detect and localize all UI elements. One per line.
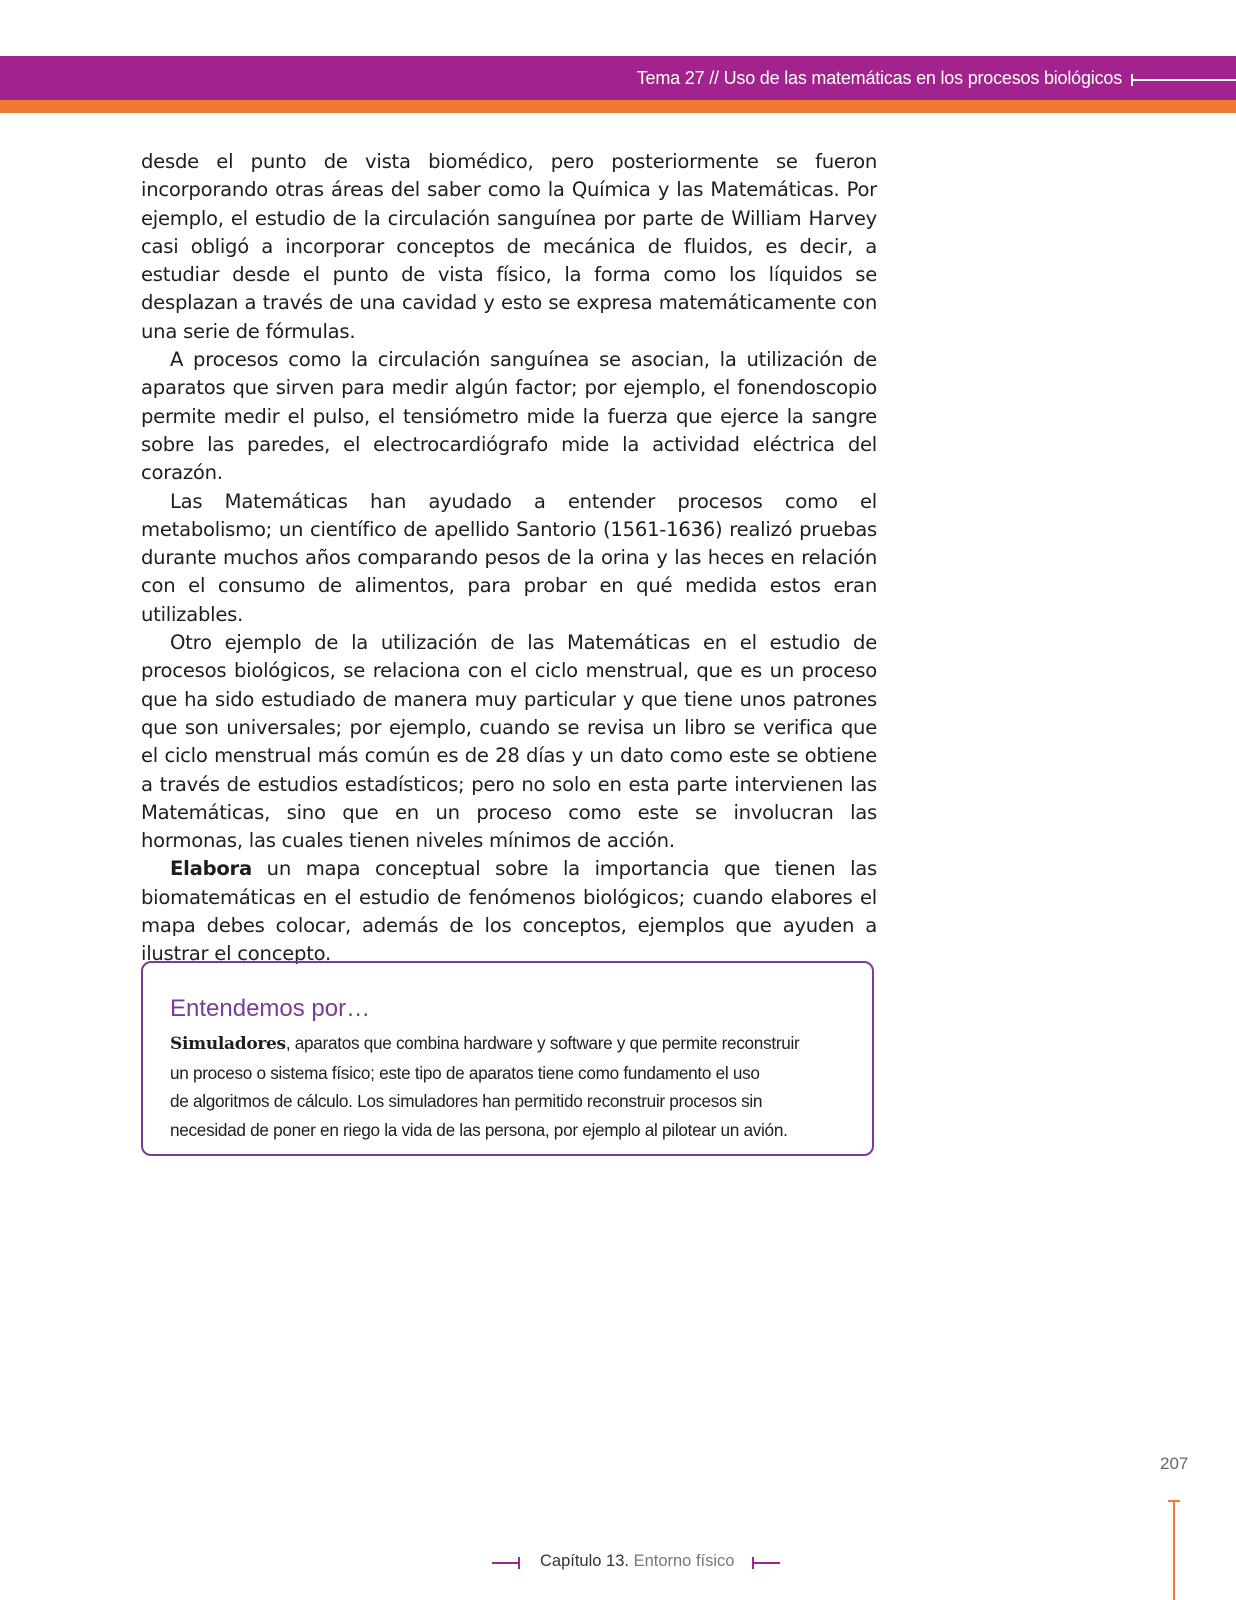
footer-right-line <box>752 1562 780 1564</box>
callout-line-4: necesidad de poner en riego la vida de las persona, por ejemplo al pilotear un avión. <box>170 1119 788 1140</box>
activity-keyword: Elabora <box>170 857 252 881</box>
callout-line-2: un proceso o sistema físico; este tipo de aparatos tiene como fundamento el uso <box>170 1062 760 1083</box>
footer-chapter-label <box>540 1552 734 1571</box>
body-text <box>141 148 877 969</box>
paragraph-4: Otro ejemplo de la utilización de las Matemáticas en el estudio de procesos biológicos, se relaciona con el ciclo menstrual, que es un proceso que ha sido estudiado de manera muy particular y que tiene unos patrones que son universales; por ejemplo, cuando se revisa un libro se verifica que el ciclo menstrual más común es de 28 días y un dato como este se obtiene a través de estudios estadísticos; pero no solo en esta parte intervienen las Matemáticas, sino que en un proceso como este se involucran las hormonas, las cuales tienen niveles mínimos de acción. <box>141 631 877 853</box>
callout-line-1-text: , aparatos que combina hardware y software y que permite reconstruir <box>285 1033 800 1053</box>
footer-right-tick <box>752 1557 754 1569</box>
callout-line-3: de algoritmos de cálculo. Los simuladores han permitido reconstruir procesos sin <box>170 1091 763 1111</box>
callout-title: Entendemos por… <box>170 995 371 1022</box>
paragraph-1: desde el punto de vista biomédico, pero posteriormente se fueron incorporando otras áreas del saber como la Química y las Matemáticas. Por ejemplo, el estudio de la circulación sanguínea por parte de William Harvey casi obligó a incorporar conceptos de mecánica de fluidos, es decir, a estudiar desde el punto de vista físico, la forma como los líquidos se desplazan a través de una cavidad y esto se expresa matemáticamente con una serie de fórmulas. <box>141 150 877 343</box>
activity-paragraph <box>141 855 877 968</box>
footer-chapter-name: Entorno físico <box>628 1552 735 1570</box>
paragraph-3: Las Matemáticas han ayudado a entender procesos como el metabolismo; un científico de apellido Santorio (1561-1636) realizó pruebas durante muchos años comparando pesos de la orina y las heces en relación con el consumo de alimentos, para probar en qué medida estos eran utilizables. <box>141 489 877 626</box>
topic-title: Tema 27 // Uso de las matemáticas en los procesos biológicos <box>636 68 1122 88</box>
callout-term: Simuladores <box>170 1034 286 1054</box>
footer-left-line <box>492 1562 520 1564</box>
activity-text: un mapa conceptual sobre la importancia que tienen las biomatemáticas en el estudio de fenómenos biológicos; cuando elabores el mapa debes colocar, además de los conceptos, ejemplos que ayuden a ilustrar el concepto. <box>141 857 877 966</box>
footer-chapter: Capítulo 13. <box>540 1552 629 1570</box>
header-accent-stripe <box>0 100 1236 113</box>
definition-callout <box>141 961 874 1156</box>
callout-line-1 <box>170 1029 850 1059</box>
side-line <box>1173 1500 1175 1600</box>
paragraph-2: A procesos como la circulación sanguínea se asocian, la utilización de aparatos que sirven para medir algún factor; por ejemplo, el fonendoscopio permite medir el pulso, el tensiómetro mide la fuerza que ejerce la sangre sobre las paredes, el electrocardiógrafo mide la actividad eléctrica del corazón. <box>141 348 877 485</box>
page-number: 207 <box>1160 1454 1189 1473</box>
header-line <box>1133 79 1236 81</box>
callout-text <box>170 1029 850 1144</box>
footer <box>0 1551 1236 1575</box>
footer-left-tick <box>518 1557 520 1569</box>
